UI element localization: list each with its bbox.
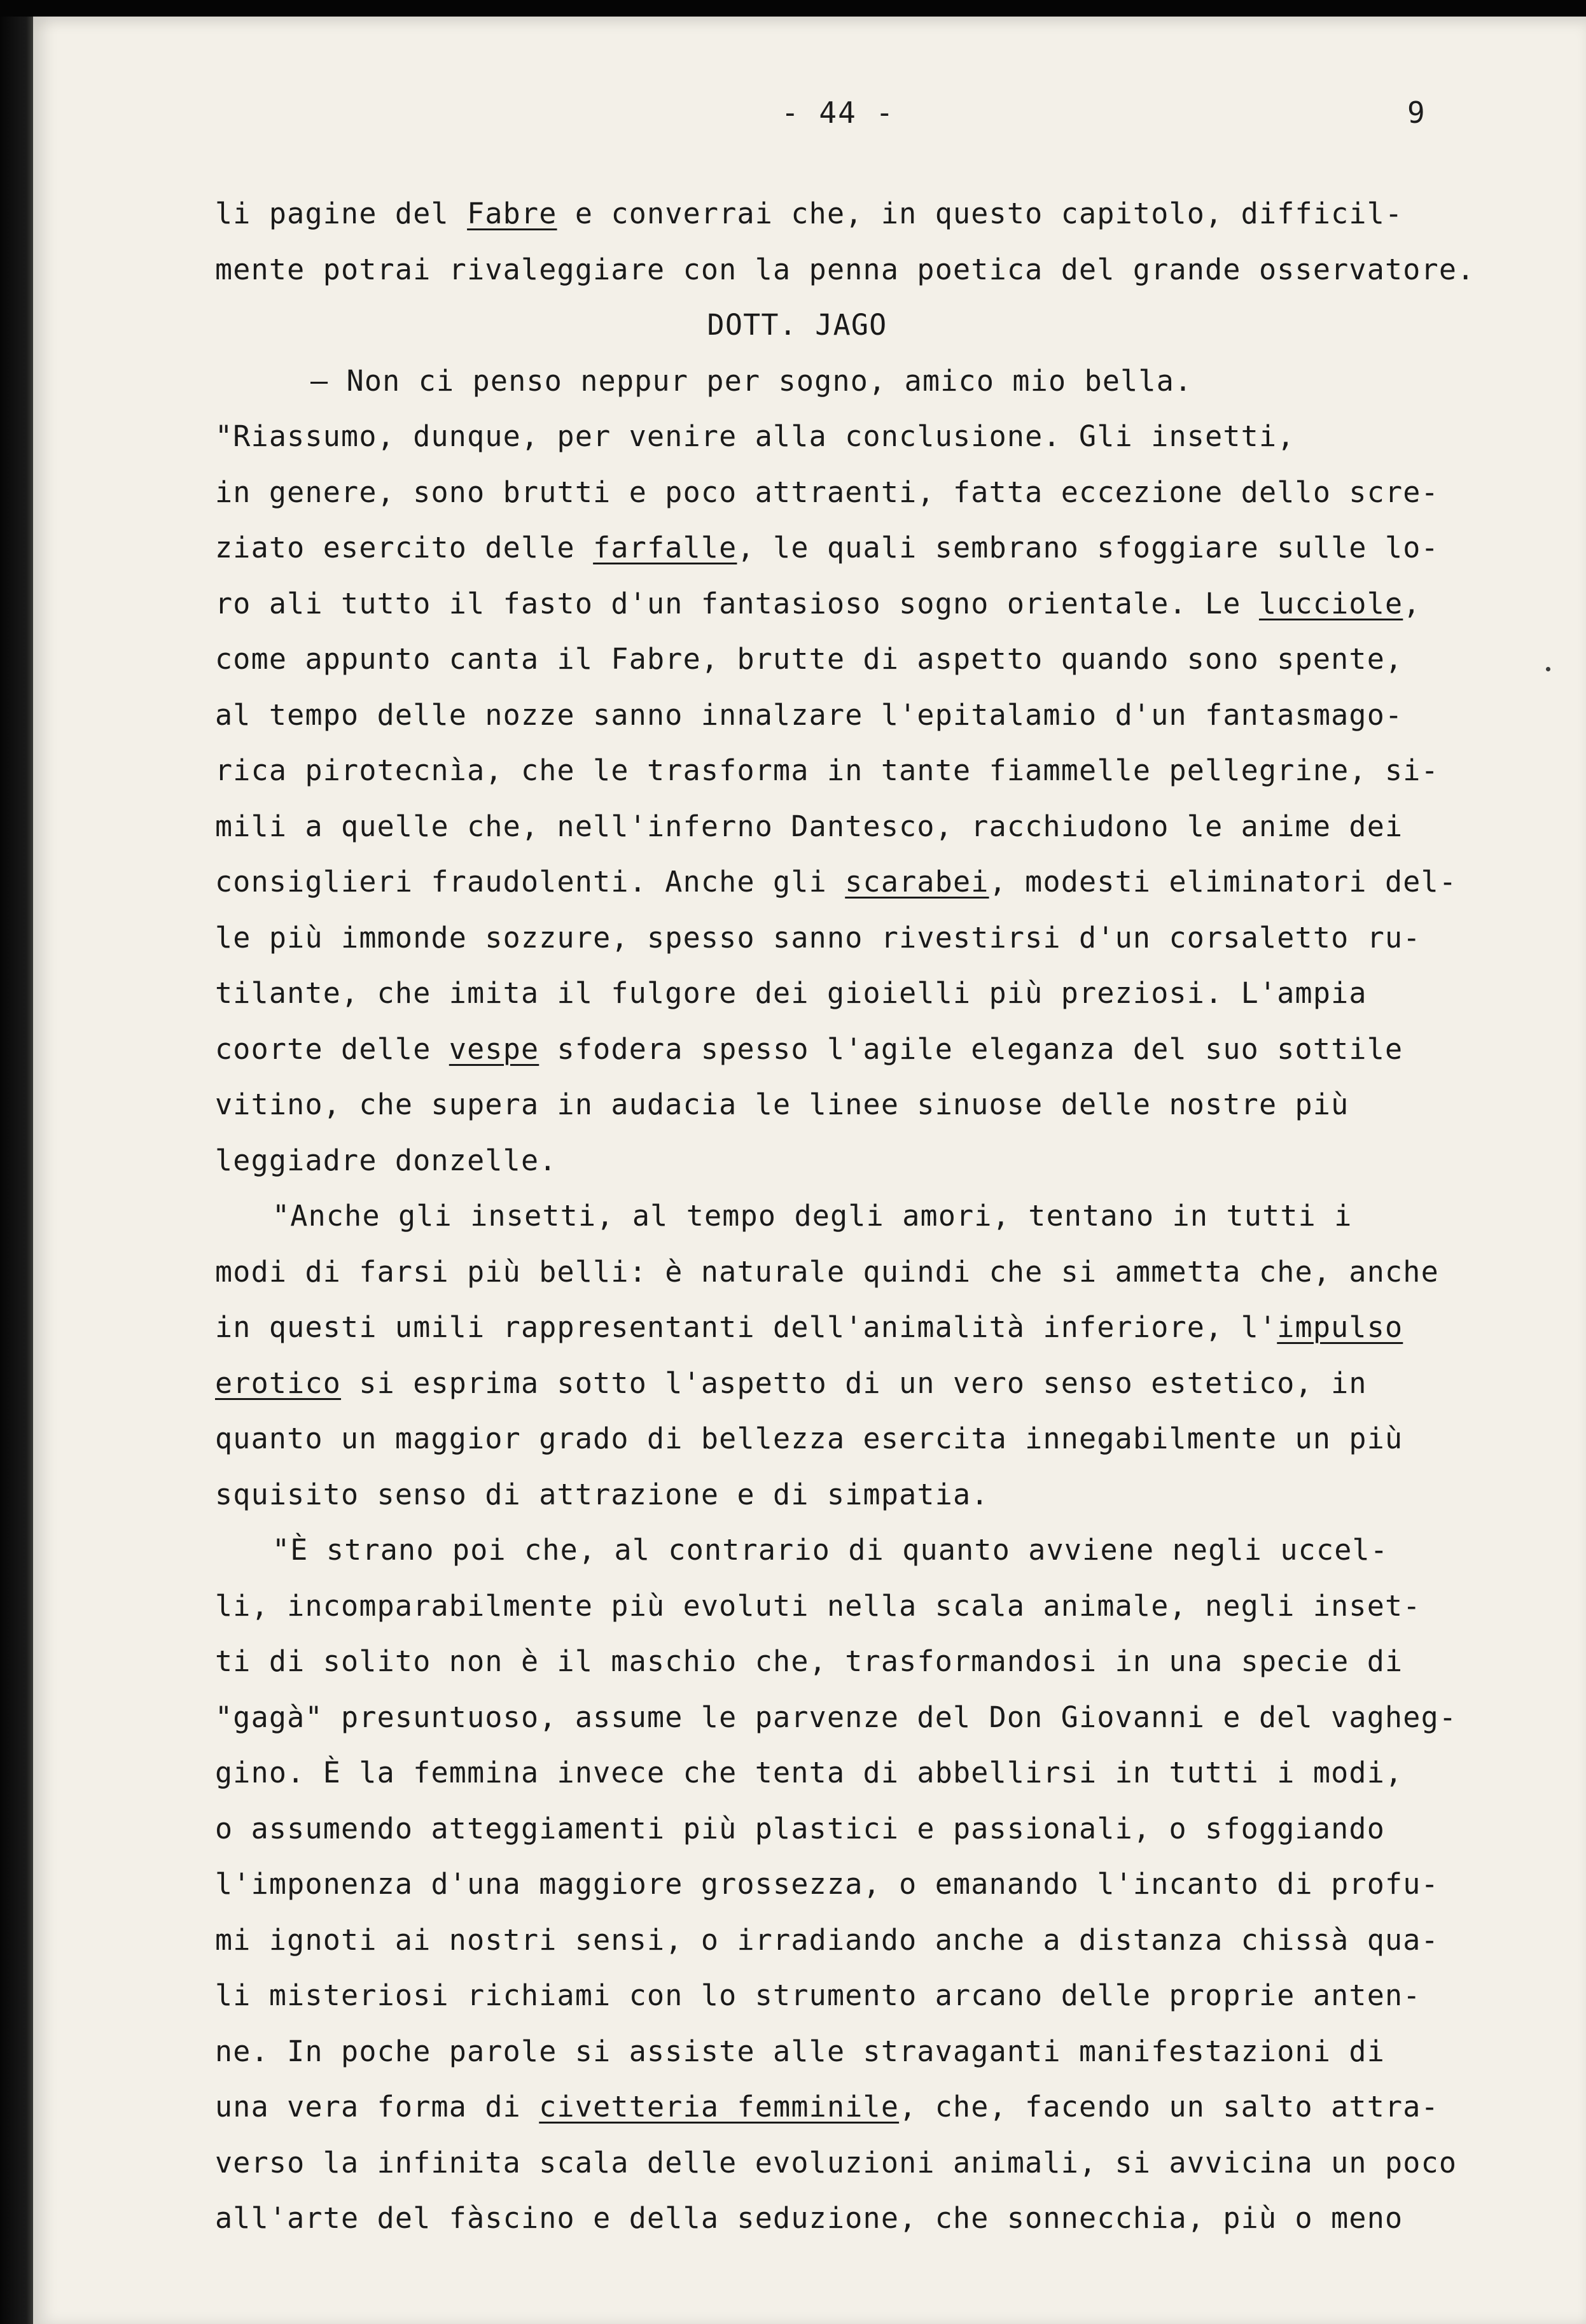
text-segment: rica pirotecnìa, che le trasforma in tante fiammelle pellegrine, si- xyxy=(215,753,1439,787)
text-segment: ti di solito non è il maschio che, trasformandosi in una specie di xyxy=(215,1644,1403,1678)
scan-background-left xyxy=(0,17,33,2324)
text-segment: una vera forma di xyxy=(215,2090,539,2124)
underlined-term: erotico xyxy=(215,1366,342,1400)
text-line xyxy=(215,1745,1557,1801)
text-segment: al tempo delle nozze sanno innalzare l'epitalamio d'un fantasmago- xyxy=(215,697,1403,732)
text-line xyxy=(215,743,1557,799)
text-line xyxy=(215,465,1557,521)
text-line xyxy=(215,1522,1557,1578)
text-line xyxy=(215,1244,1557,1300)
text-line xyxy=(215,965,1557,1021)
underlined-term: farfalle xyxy=(593,531,737,564)
text-segment: mi ignoti ai nostri sensi, o irradiando anche a distanza chissà qua- xyxy=(215,1922,1439,1957)
scan-background-top xyxy=(0,0,1586,18)
text-line xyxy=(215,2024,1557,2080)
text-line xyxy=(215,297,1557,353)
text-line xyxy=(215,799,1557,855)
text-segment: si esprima sotto l'aspetto di un vero senso estetico, in xyxy=(341,1366,1367,1400)
text-line xyxy=(215,1411,1557,1467)
text-line xyxy=(215,1133,1557,1189)
text-segment: li misteriosi richiami con lo strumento arcano delle proprie anten- xyxy=(215,1978,1421,2012)
text-line xyxy=(215,1856,1557,1912)
text-line xyxy=(215,1634,1557,1690)
text-segment: squisito senso di attrazione e di simpatia. xyxy=(215,1477,989,1511)
underlined-term: vespe xyxy=(449,1032,539,1066)
text-segment: all'arte del fàscino e della seduzione, che sonnecchia, più o meno xyxy=(215,2201,1403,2235)
text-segment: consiglieri fraudolenti. Anche gli xyxy=(215,865,845,899)
text-line xyxy=(215,1690,1557,1746)
text-segment: — Non ci penso neppur per sogno, amico mio bella. xyxy=(310,363,1193,398)
text-segment: come appunto canta il Fabre, brutte di aspetto quando sono spente, xyxy=(215,642,1403,676)
text-segment: leggiadre donzelle. xyxy=(215,1143,557,1177)
underlined-term: lucciole xyxy=(1258,586,1403,620)
text-segment: "È strano poi che, al contrario di quanto avviene negli uccel- xyxy=(272,1533,1389,1567)
text-segment: coorte delle xyxy=(215,1032,449,1066)
text-segment: DOTT. JAGO xyxy=(707,308,887,342)
text-line xyxy=(215,242,1557,298)
text-line xyxy=(215,1912,1557,1968)
text-line xyxy=(215,1968,1557,2024)
paper-speck xyxy=(1546,667,1550,671)
underlined-term: scarabei xyxy=(845,865,989,899)
text-segment: , che, facendo un salto attra- xyxy=(899,2090,1439,2124)
text-line xyxy=(215,1021,1557,1077)
text-line xyxy=(215,687,1557,743)
text-line xyxy=(215,631,1557,687)
text-line xyxy=(215,854,1557,910)
text-segment: ziato esercito delle xyxy=(215,531,594,564)
text-line xyxy=(215,2135,1557,2191)
text-line xyxy=(215,409,1557,465)
text-line xyxy=(215,1188,1557,1244)
text-line xyxy=(215,2190,1557,2246)
text-segment: in genere, sono brutti e poco attraenti, fatta eccezione dello scre- xyxy=(215,475,1439,509)
text-segment: gino. È la femmina invece che tenta di abbellirsi in tutti i modi, xyxy=(215,1756,1403,1789)
page-number: - 44 - xyxy=(781,95,895,130)
text-line xyxy=(215,1578,1557,1634)
text-segment: "Riassumo, dunque, per venire alla conclusione. Gli insetti, xyxy=(215,419,1295,453)
text-line xyxy=(215,353,1557,409)
text-segment: vitino, che supera in audacia le linee sinuose delle nostre più xyxy=(215,1088,1349,1121)
text-segment: e converrai che, in questo capitolo, difficil- xyxy=(557,197,1403,230)
text-segment: , modesti eliminatori del- xyxy=(989,865,1457,899)
text-segment: o assumendo atteggiamenti più plastici e passionali, o sfoggiando xyxy=(215,1811,1385,1845)
text-line xyxy=(215,910,1557,966)
text-line xyxy=(215,186,1557,242)
text-segment: in questi umili rappresentanti dell'animalità inferiore, l' xyxy=(215,1310,1277,1344)
body-text xyxy=(215,186,1557,2246)
underlined-term: Fabre xyxy=(467,197,557,230)
text-segment: , xyxy=(1403,586,1421,620)
text-line xyxy=(215,1801,1557,1857)
text-line xyxy=(215,1077,1557,1133)
text-line xyxy=(215,2079,1557,2135)
text-segment: li, incomparabilmente più evoluti nella scala animale, negli inset- xyxy=(215,1588,1421,1623)
text-line xyxy=(215,1299,1557,1355)
sheet-number: 9 xyxy=(1407,95,1426,130)
text-segment: ro ali tutto il fasto d'un fantasioso sogno orientale. Le xyxy=(215,586,1259,620)
text-segment: "Anche gli insetti, al tempo degli amori, tentano in tutti i xyxy=(272,1199,1353,1233)
text-segment: l'imponenza d'una maggiore grossezza, o emanando l'incanto di profu- xyxy=(215,1867,1439,1901)
text-segment: mente potrai rivaleggiare con la penna poetica del grande osservatore. xyxy=(215,252,1475,286)
text-segment: mili a quelle che, nell'inferno Dantesco, racchiudono le anime dei xyxy=(215,809,1403,843)
text-line xyxy=(215,576,1557,632)
text-segment: "gagà" presuntuoso, assume le parvenze del Don Giovanni e del vagheg- xyxy=(215,1700,1457,1734)
underlined-term: civetteria femminile xyxy=(539,2090,900,2124)
text-segment: sfodera spesso l'agile eleganza del suo sottile xyxy=(539,1032,1403,1066)
text-line xyxy=(215,520,1557,576)
text-segment: li pagine del xyxy=(215,197,468,230)
text-segment: tilante, che imita il fulgore dei gioielli più preziosi. L'ampia xyxy=(215,976,1367,1010)
text-segment: ne. In poche parole si assiste alle stravaganti manifestazioni di xyxy=(215,2034,1385,2068)
text-segment: quanto un maggior grado di bellezza esercita innegabilmente un più xyxy=(215,1422,1403,1455)
text-line xyxy=(215,1355,1557,1411)
text-segment: , le quali sembrano sfoggiare sulle lo- xyxy=(737,531,1439,564)
text-segment: modi di farsi più belli: è naturale quindi che si ammetta che, anche xyxy=(215,1254,1439,1289)
underlined-term: impulso xyxy=(1277,1310,1403,1344)
text-segment: verso la infinita scala delle evoluzioni animali, si avvicina un poco xyxy=(215,2145,1457,2180)
text-segment: le più immonde sozzure, spesso sanno rivestirsi d'un corsaletto ru- xyxy=(215,920,1421,955)
text-line xyxy=(215,1467,1557,1523)
